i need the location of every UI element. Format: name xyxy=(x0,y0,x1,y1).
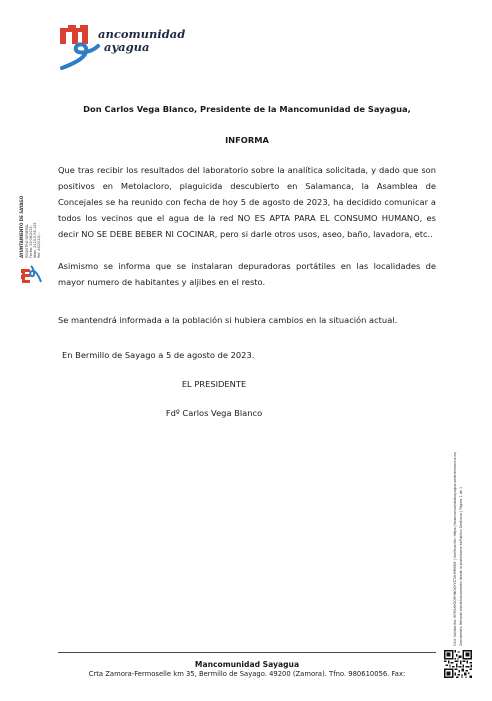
paragraph-line: Que tras recibir los resultados del laboratorio sobre la analítica solicitada, y dado que son xyxy=(58,165,436,175)
stamp-line: Ref. AS/2023/... xyxy=(37,231,41,258)
paragraph-line: Asimismo se informa que se instalaran depuradoras portátiles en las localidades de xyxy=(58,261,436,271)
paragraph-line: positivos en Metolacloro, plaguicida descubierto en Salamanca, la Asamblea de xyxy=(58,181,436,191)
informa-heading: INFORMA xyxy=(225,135,269,145)
verification-line: Cód. Validación: 6RRSAYGQRHNGQYYZ7AHMMXW | Verificación: https://mancomunidadsayagua.sedelectronica.es/ xyxy=(453,451,457,646)
qr-code-icon xyxy=(444,650,472,678)
paragraph-line: decir NO SE DEBE BEBER NI COCINAR, pero si darle otros usos, aseo, baño, lavadora, etc.. xyxy=(58,229,433,239)
paragraph-line: Concejales se ha reunido con fecha de hoy 5 de agosto de 2023, ha decidido comunicar a xyxy=(58,197,436,207)
logo-text-line2: ayagua xyxy=(104,40,150,54)
signer-name: Fdº Carlos Vega Blanco xyxy=(165,408,263,418)
stamp-line: Núm. 2023-E-RE-125 xyxy=(33,222,37,258)
footer-title: Mancomunidad Sayagua xyxy=(194,660,300,669)
paragraph-line: mayor numero de habitantes y aljibes en el resto. xyxy=(58,277,266,287)
place-date: En Bermillo de Sayago a 5 de agosto de 2023. xyxy=(62,350,255,360)
stamp-line: Fecha: 05/08/2023 xyxy=(29,226,33,258)
footer-address: Crta Zamora-Fermoselle km 35, Bermillo de Sayago. 49200 (Zamora). Tfno. 980610056. Fax: xyxy=(88,670,406,678)
verification-line: Documento firmado electrónicamente desde la plataforma esPublico Gestiona | Página 1 de 1 xyxy=(459,486,463,646)
document-heading: Don Carlos Vega Blanco, Presidente de la Mancomunidad de Sayagua, xyxy=(83,104,411,114)
logo-text-line1: ancomunidad xyxy=(98,27,186,41)
stamp-logo-icon xyxy=(20,262,42,284)
mancomunidad-logo xyxy=(58,22,186,70)
footer-divider xyxy=(58,652,436,653)
registry-stamp xyxy=(18,148,44,284)
stamp-title: AYUNTAMIENTO DE SAYAGO xyxy=(19,195,24,258)
paragraph-line: todos los vecinos que el agua de la red NO ES APTA PARA EL CONSUMO HUMANO, es xyxy=(58,213,436,223)
verification-text xyxy=(449,438,471,648)
stamp-line: REGISTRO GENERAL xyxy=(25,223,29,258)
signer-title: EL PRESIDENTE xyxy=(181,379,247,389)
paragraph-updates: Se mantendrá informada a la población si hubiera cambios en la situación actual. xyxy=(58,315,398,325)
